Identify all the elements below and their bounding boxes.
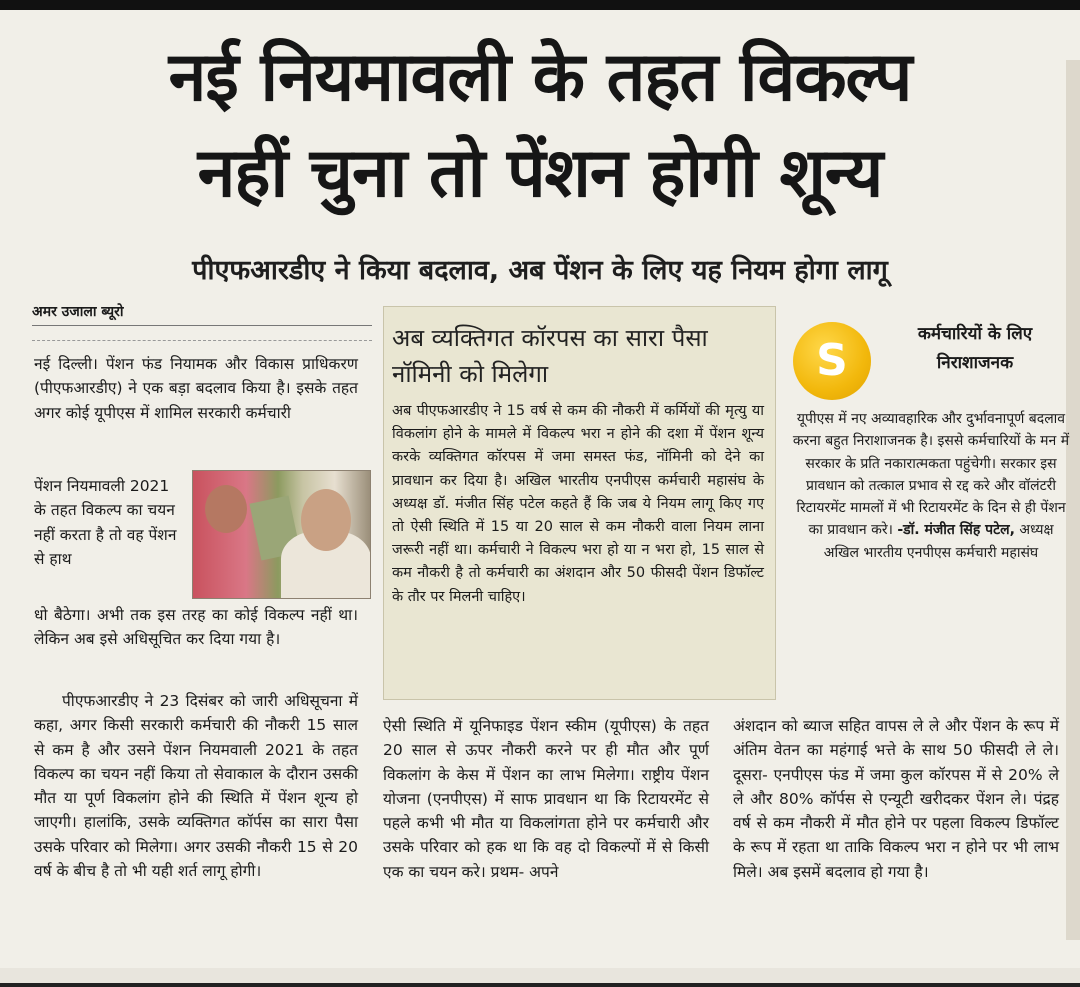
bottom-border <box>0 983 1080 987</box>
sidebar-title: कर्मचारियों के लिए निराशाजनक <box>917 324 1033 373</box>
sidebar-author-title: अध्यक्ष अखिल भारतीय एनपीएस कर्मचारी महासंघ <box>823 522 1054 561</box>
headline <box>0 30 1080 222</box>
byline-dashed-rule <box>32 340 372 341</box>
box-title: अब व्यक्तिगत कॉरपस का सारा पैसा नॉमिनी को मिलेगा <box>392 324 708 388</box>
left-lead-after: धो बैठेगा। अभी तक इस तरह का कोई विकल्प नहीं था। लेकिन अब इसे अधिसूचित कर दिया गया है। <box>34 606 358 649</box>
left-paragraph-2: पीएफआरडीए ने 23 दिसंबर को जारी अधिसूचना में कहा, अगर किसी सरकारी कर्मचारी की नौकरी 15 साल से कम है और उसने पेंशन नियमवाली 2021 के तहत विकल्प का चयन नहीं किया तो सेवाकाल के दौरान उसकी मौत या पूर्ण विकलांग होने की स्थिति में पेंशन शून्य हो जाएगी। हालांकि, उसके व्यक्तिगत कॉर्पस का सारा पैसा उसके परिवार को मिलेगा। अगर उसकी नौकरी 15 से 20 वर्ष के बीच है तो भी यही शर्त लागू होगी। <box>34 692 358 881</box>
logo-s-icon: S <box>816 335 848 386</box>
photo-woman-right <box>301 489 351 551</box>
union-logo <box>793 322 871 400</box>
sidebar-author: -डॉ. मंजीत सिंह पटेल, <box>897 522 1015 539</box>
top-border <box>0 0 1080 10</box>
headline-line-1: नई नियमावली के तहत विकल्प <box>168 38 912 117</box>
byline: अमर उजाला ब्यूरो <box>32 304 124 320</box>
subheadline: पीएफआरडीए ने किया बदलाव, अब पेंशन के लिए यह नियम होगा लागू <box>192 255 888 286</box>
left-lead-wrap: पेंशन नियमावली 2021 के तहत विकल्प का चयन नहीं करता है तो वह पेंशन से हाथ <box>34 477 177 568</box>
box-text: अब पीएफआरडीए ने 15 वर्ष से कम की नौकरी में कर्मियों की मृत्यु या विकलांग होने के मामले में विकल्प भरा न होने की दशा में पेंशन शून्य करके व्यक्तिगत कॉरपस में जमा समस्त फंड, नॉमिनी को देने का प्रावधान कर दिया है। अखिल भारतीय एनपीएस कर्मचारी महासंघ के अध्यक्ष डॉ. मंजीत सिंह पटेल कहते हैं कि जब ये नियम लागू किए गए तो ऐसी स्थिति में 15 या 20 साल से कम नौकरी वाला नियम लाना जरूरी नहीं था। कर्मचारी ने विकल्प भरा हो या न भरा हो, 15 साल से कम नौकरी है तो कर्मचारी का अंशदान और 50 फीसदी पेंशन डिफॉल्ट के तौर पर मिलनी चाहिए। <box>392 403 764 605</box>
photo-woman-left <box>205 485 247 533</box>
byline-rule <box>32 325 372 326</box>
middle-column-text: ऐसी स्थिति में यूनिफाइड पेंशन स्कीम (यूपीएस) के तहत 20 साल से ऊपर नौकरी करने पर ही मौत और पूर्ण विकलांग के केस में पेंशन का लाभ मिलेगा। राष्ट्रीय पेंशन योजना (एनपीएस) में साफ प्रावधान था कि रिटायरमेंट से पहले कभी भी मौत या विकलांगता होने पर कर्मचारी और उसके परिवार को हक था कि वह दो विकल्पों में से किसी एक का चयन करे। प्रथम- अपने <box>383 717 709 881</box>
sidebar-quote-text: यूपीएस में नए अव्यावहारिक और दुर्भावनापूर्ण बदलाव करना बहुत निराशाजनक है। इससे कर्मचारियों के मन में सरकार के प्रति नकारात्मकता पहुंचेगी। सरकार इस प्रावधान को तत्काल प्रभाव से रद्द करे और वॉलंटरी रिटायरमेंट मामलों में भी रिटायरमेंट के दिन से ही पेंशन का प्रावधान करे। <box>792 411 1070 539</box>
elderly-women-photo <box>192 470 371 599</box>
left-lead-paragraph: नई दिल्ली। पेंशन फंड नियामक और विकास प्राधिकरण (पीएफआरडीए) ने एक बड़ा बदलाव किया है। इसके तहत अगर कोई यूपीएस में शामिल सरकारी कर्मचारी <box>34 355 358 422</box>
sidebar-quote <box>792 408 1070 564</box>
headline-line-2: नहीं चुना तो पेंशन होगी शून्य <box>197 134 883 213</box>
right-column-text: अंशदान को ब्याज सहित वापस ले ले और पेंशन के रूप में अंतिम वेतन का महंगाई भत्ते के साथ 50 फीसदी ले ले। दूसरा- एनपीएस फंड में जमा कुल कॉरपस में से 20% ले ले और 80% कॉर्पस से एन्यूटी खरीदकर पेंशन ले। पंद्रह वर्ष से कम नौकरी में मौत होने पर पहला विकल्प डिफॉल्ट के रूप में रहता था ताकि विकल्प भरा न होने पर भी लाभ मिले। अब इसमें बदलाव हो गया है। <box>733 717 1059 881</box>
